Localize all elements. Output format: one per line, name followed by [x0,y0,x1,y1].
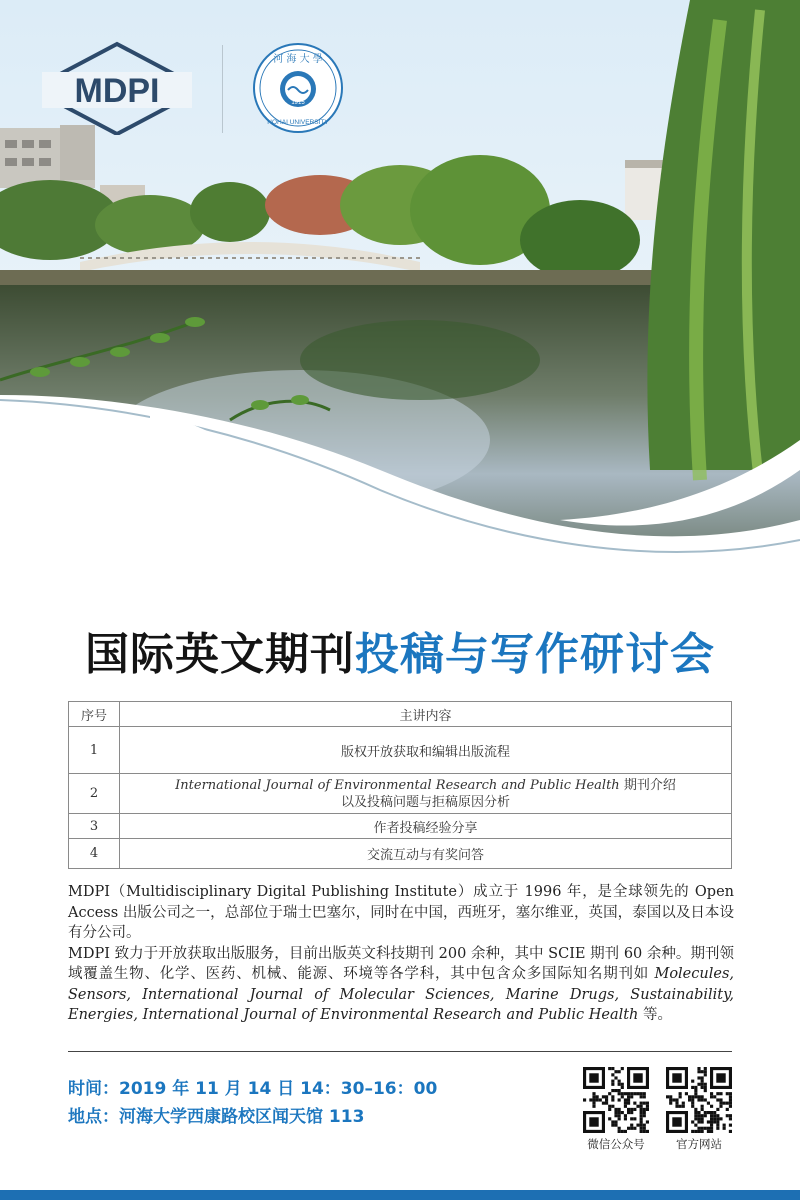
mdpi-logo [42,40,192,135]
title-part-2: 投稿与写作研讨会 [355,629,715,680]
divider-line [68,1051,732,1052]
row-topic-journal: International Journal of Environmental Research and Public Health [175,777,620,793]
row-number: 4 [69,839,120,869]
agenda-table [68,701,732,869]
row-number: 1 [69,727,120,774]
title-part-1: 国际英文期刊 [85,629,355,680]
row-topic [120,774,732,814]
table-header-row [69,702,732,727]
table-row [69,839,732,869]
page-title [0,618,800,682]
wechat-qr-code[interactable] [583,1067,649,1133]
hohai-logo-year: 1915 [291,100,305,106]
row-topic: 作者投稿经验分享 [120,814,732,839]
table-row [69,727,732,774]
intro-p2-start: MDPI 致力于开放获取出版服务，目前出版英文科技期刊 200 余种，其中 SCIE 期刊 60 余种。期刊领域覆盖生物、化学、医药、机械、能源、环境等各学科，其中包含众多国际知名期刊如 [68,945,734,982]
event-time: 时间：2019 年 11 月 14 日 14：30–16：00 [68,1079,438,1099]
wechat-qr-label: 微信公众号 [587,1137,645,1151]
bottom-color-bar [0,1190,800,1200]
logo-divider [222,45,223,133]
row-number: 3 [69,814,120,839]
column-header-number: 序号 [69,702,120,727]
row-number: 2 [69,774,120,814]
journal-list: Molecules, Sensors, International Journal of Molecular Sciences, Marine Drugs, Sustainability, Energies, International Journal of Environmental Research and Public Health [68,966,734,1023]
intro-paragraph-1: MDPI（Multidisciplinary Digital Publishing Institute）成立于 1996 年，是全球领先的 Open Access 出版公司之一，总部位于瑞士巴塞尔，同时在中国，西班牙，塞尔维亚，英国，泰国以及日本设有分公司。 [68,884,734,941]
row-topic-suffix: 期刊介绍 [619,777,676,793]
intro-p2-end: 等。 [638,1007,673,1023]
row-topic: 版权开放获取和编辑出版流程 [120,727,732,774]
row-topic: 交流互动与有奖问答 [120,839,732,869]
hohai-university-seal [252,42,344,134]
mdpi-introduction [68,882,734,1026]
event-place: 地点：河海大学西康路校区闻天馆 113 [68,1107,365,1127]
table-row [69,814,732,839]
table-row [69,774,732,814]
website-qr-label: 官方网站 [676,1137,722,1151]
row-topic-line2: 以及投稿问题与拒稿原因分析 [340,794,510,810]
mdpi-logo-text: MDPI [74,72,160,110]
hohai-logo-text: HOHAI UNIVERSITY [267,119,329,126]
website-qr-code[interactable] [666,1067,732,1133]
column-header-topic: 主讲内容 [120,702,732,727]
intro-paragraph-2 [68,944,734,1026]
svg-text:河 海 大 學: 河 海 大 學 [273,54,323,65]
